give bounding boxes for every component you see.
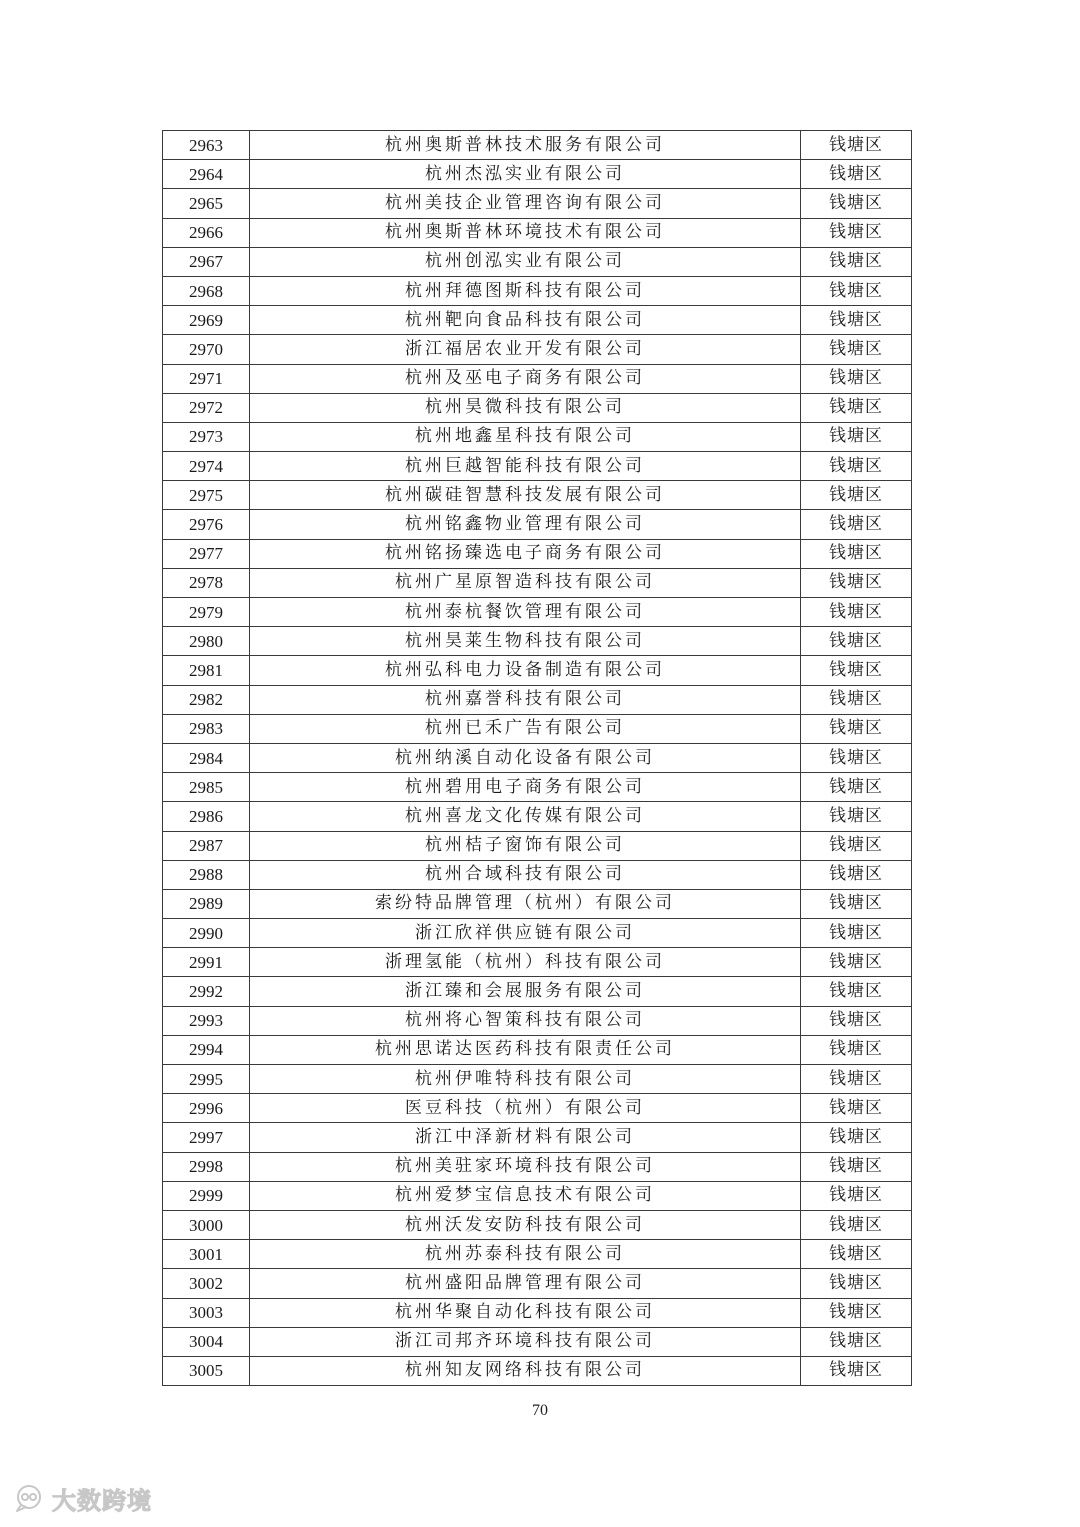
table-row: [163, 743, 912, 772]
company-name-cell: 杭州思诺达医药科技有限责任公司: [250, 1035, 801, 1064]
district-cell: 钱塘区: [801, 977, 912, 1006]
table-row: [163, 773, 912, 802]
district-cell: 钱塘区: [801, 276, 912, 305]
company-name-cell: 杭州昊微科技有限公司: [250, 393, 801, 422]
table-row: [163, 539, 912, 568]
row-number-cell: 2996: [163, 1094, 250, 1123]
district-cell: 钱塘区: [801, 743, 912, 772]
row-number-cell: 2992: [163, 977, 250, 1006]
company-name-cell: 杭州合域科技有限公司: [250, 860, 801, 889]
company-name-cell: 杭州铭扬臻选电子商务有限公司: [250, 539, 801, 568]
company-name-cell: 杭州纳溪自动化设备有限公司: [250, 743, 801, 772]
company-name-cell: 浙江欣祥供应链有限公司: [250, 919, 801, 948]
company-name-cell: 浙江司邦齐环境科技有限公司: [250, 1327, 801, 1356]
row-number-cell: 2964: [163, 160, 250, 189]
row-number-cell: 2987: [163, 831, 250, 860]
district-cell: 钱塘区: [801, 1269, 912, 1298]
row-number-cell: 2974: [163, 452, 250, 481]
table-row: [163, 656, 912, 685]
table-row: [163, 627, 912, 656]
row-number-cell: 3004: [163, 1327, 250, 1356]
company-table: [162, 130, 912, 1386]
district-cell: 钱塘区: [801, 860, 912, 889]
page-number: 70: [532, 1402, 548, 1419]
watermark-text: 大数跨境: [52, 1486, 152, 1515]
row-number-cell: 2998: [163, 1152, 250, 1181]
table-row: [163, 1065, 912, 1094]
company-name-cell: 杭州桔子窗饰有限公司: [250, 831, 801, 860]
company-name-cell: 浙江福居农业开发有限公司: [250, 335, 801, 364]
company-name-cell: 杭州美驻家环境科技有限公司: [250, 1152, 801, 1181]
row-number-cell: 2979: [163, 598, 250, 627]
district-cell: 钱塘区: [801, 773, 912, 802]
table-row: [163, 306, 912, 335]
table-row: [163, 568, 912, 597]
district-cell: 钱塘区: [801, 1152, 912, 1181]
row-number-cell: 2972: [163, 393, 250, 422]
row-number-cell: 2995: [163, 1065, 250, 1094]
district-cell: 钱塘区: [801, 685, 912, 714]
district-cell: 钱塘区: [801, 189, 912, 218]
row-number-cell: 2990: [163, 919, 250, 948]
table-row: [163, 919, 912, 948]
table-row: [163, 1269, 912, 1298]
company-table-body: [163, 131, 912, 1386]
row-number-cell: 2988: [163, 860, 250, 889]
row-number-cell: 2975: [163, 481, 250, 510]
table-row: [163, 160, 912, 189]
company-name-cell: 杭州喜龙文化传媒有限公司: [250, 802, 801, 831]
table-row: [163, 276, 912, 305]
table-row: [163, 1356, 912, 1385]
district-cell: 钱塘区: [801, 1123, 912, 1152]
row-number-cell: 3003: [163, 1298, 250, 1327]
table-row: [163, 1123, 912, 1152]
row-number-cell: 2966: [163, 218, 250, 247]
row-number-cell: 2977: [163, 539, 250, 568]
district-cell: 钱塘区: [801, 452, 912, 481]
row-number-cell: 3000: [163, 1210, 250, 1239]
table-row: [163, 948, 912, 977]
company-name-cell: 杭州巨越智能科技有限公司: [250, 452, 801, 481]
district-cell: 钱塘区: [801, 714, 912, 743]
company-name-cell: 杭州奥斯普林技术服务有限公司: [250, 131, 801, 160]
company-name-cell: 杭州泰杭餐饮管理有限公司: [250, 598, 801, 627]
row-number-cell: 2991: [163, 948, 250, 977]
district-cell: 钱塘区: [801, 919, 912, 948]
company-name-cell: 杭州盛阳品牌管理有限公司: [250, 1269, 801, 1298]
table-row: [163, 1181, 912, 1210]
row-number-cell: 3005: [163, 1356, 250, 1385]
district-cell: 钱塘区: [801, 598, 912, 627]
table-row: [163, 364, 912, 393]
row-number-cell: 2985: [163, 773, 250, 802]
district-cell: 钱塘区: [801, 1210, 912, 1239]
table-row: [163, 714, 912, 743]
table-row: [163, 1035, 912, 1064]
company-name-cell: 杭州伊唯特科技有限公司: [250, 1065, 801, 1094]
company-name-cell: 杭州拜德图斯科技有限公司: [250, 276, 801, 305]
company-name-cell: 杭州碳硅智慧科技发展有限公司: [250, 481, 801, 510]
row-number-cell: 2973: [163, 422, 250, 451]
table-row: [163, 1240, 912, 1269]
district-cell: 钱塘区: [801, 247, 912, 276]
company-name-cell: 杭州爱梦宝信息技术有限公司: [250, 1181, 801, 1210]
company-name-cell: 杭州已禾广告有限公司: [250, 714, 801, 743]
table-row: [163, 452, 912, 481]
district-cell: 钱塘区: [801, 218, 912, 247]
district-cell: 钱塘区: [801, 1356, 912, 1385]
company-name-cell: 杭州苏泰科技有限公司: [250, 1240, 801, 1269]
table-row: [163, 393, 912, 422]
company-name-cell: 杭州将心智策科技有限公司: [250, 1006, 801, 1035]
company-name-cell: 杭州沃发安防科技有限公司: [250, 1210, 801, 1239]
company-name-cell: 杭州昊莱生物科技有限公司: [250, 627, 801, 656]
table-row: [163, 1094, 912, 1123]
row-number-cell: 3001: [163, 1240, 250, 1269]
district-cell: 钱塘区: [801, 656, 912, 685]
company-name-cell: 杭州及巫电子商务有限公司: [250, 364, 801, 393]
table-row: [163, 131, 912, 160]
table-row: [163, 889, 912, 918]
row-number-cell: 2976: [163, 510, 250, 539]
district-cell: 钱塘区: [801, 335, 912, 364]
row-number-cell: 2997: [163, 1123, 250, 1152]
table-row: [163, 335, 912, 364]
district-cell: 钱塘区: [801, 1035, 912, 1064]
district-cell: 钱塘区: [801, 1181, 912, 1210]
company-name-cell: 杭州华聚自动化科技有限公司: [250, 1298, 801, 1327]
row-number-cell: 2968: [163, 276, 250, 305]
company-name-cell: 杭州靶向食品科技有限公司: [250, 306, 801, 335]
district-cell: 钱塘区: [801, 1006, 912, 1035]
company-name-cell: 杭州奥斯普林环境技术有限公司: [250, 218, 801, 247]
row-number-cell: 2980: [163, 627, 250, 656]
company-name-cell: 杭州知友网络科技有限公司: [250, 1356, 801, 1385]
company-name-cell: 杭州嘉誉科技有限公司: [250, 685, 801, 714]
row-number-cell: 2963: [163, 131, 250, 160]
table-row: [163, 977, 912, 1006]
company-name-cell: 杭州广星原智造科技有限公司: [250, 568, 801, 597]
row-number-cell: 2978: [163, 568, 250, 597]
table-row: [163, 189, 912, 218]
row-number-cell: 2969: [163, 306, 250, 335]
district-cell: 钱塘区: [801, 1327, 912, 1356]
row-number-cell: 2970: [163, 335, 250, 364]
district-cell: 钱塘区: [801, 1065, 912, 1094]
table-row: [163, 598, 912, 627]
row-number-cell: 2989: [163, 889, 250, 918]
company-name-cell: 杭州地鑫星科技有限公司: [250, 422, 801, 451]
district-cell: 钱塘区: [801, 568, 912, 597]
table-row: [163, 802, 912, 831]
district-cell: 钱塘区: [801, 802, 912, 831]
table-row: [163, 218, 912, 247]
district-cell: 钱塘区: [801, 481, 912, 510]
company-name-cell: 浙江中泽新材料有限公司: [250, 1123, 801, 1152]
district-cell: 钱塘区: [801, 948, 912, 977]
company-name-cell: 医豆科技（杭州）有限公司: [250, 1094, 801, 1123]
district-cell: 钱塘区: [801, 1240, 912, 1269]
district-cell: 钱塘区: [801, 831, 912, 860]
district-cell: 钱塘区: [801, 627, 912, 656]
table-row: [163, 481, 912, 510]
table-row: [163, 1152, 912, 1181]
company-name-cell: 索纷特品牌管理（杭州）有限公司: [250, 889, 801, 918]
company-name-cell: 杭州弘科电力设备制造有限公司: [250, 656, 801, 685]
table-row: [163, 1327, 912, 1356]
district-cell: 钱塘区: [801, 364, 912, 393]
company-name-cell: 杭州铭鑫物业管理有限公司: [250, 510, 801, 539]
company-name-cell: 杭州杰泓实业有限公司: [250, 160, 801, 189]
table-row: [163, 510, 912, 539]
watermark: [12, 1478, 152, 1518]
company-name-cell: 浙江臻和会展服务有限公司: [250, 977, 801, 1006]
chat-bubble-logo-icon: [12, 1483, 46, 1513]
district-cell: 钱塘区: [801, 131, 912, 160]
district-cell: 钱塘区: [801, 539, 912, 568]
row-number-cell: 2999: [163, 1181, 250, 1210]
row-number-cell: 2983: [163, 714, 250, 743]
company-name-cell: 杭州美技企业管理咨询有限公司: [250, 189, 801, 218]
table-row: [163, 247, 912, 276]
row-number-cell: 2994: [163, 1035, 250, 1064]
table-row: [163, 860, 912, 889]
district-cell: 钱塘区: [801, 306, 912, 335]
district-cell: 钱塘区: [801, 160, 912, 189]
district-cell: 钱塘区: [801, 510, 912, 539]
district-cell: 钱塘区: [801, 393, 912, 422]
row-number-cell: 2982: [163, 685, 250, 714]
row-number-cell: 2986: [163, 802, 250, 831]
district-cell: 钱塘区: [801, 1298, 912, 1327]
district-cell: 钱塘区: [801, 889, 912, 918]
district-cell: 钱塘区: [801, 1094, 912, 1123]
table-row: [163, 1006, 912, 1035]
row-number-cell: 2971: [163, 364, 250, 393]
table-row: [163, 685, 912, 714]
row-number-cell: 2981: [163, 656, 250, 685]
company-name-cell: 浙理氢能（杭州）科技有限公司: [250, 948, 801, 977]
row-number-cell: 2965: [163, 189, 250, 218]
row-number-cell: 2993: [163, 1006, 250, 1035]
company-name-cell: 杭州创泓实业有限公司: [250, 247, 801, 276]
table-row: [163, 1210, 912, 1239]
table-row: [163, 831, 912, 860]
table-row: [163, 422, 912, 451]
company-name-cell: 杭州碧用电子商务有限公司: [250, 773, 801, 802]
table-row: [163, 1298, 912, 1327]
row-number-cell: 2984: [163, 743, 250, 772]
row-number-cell: 3002: [163, 1269, 250, 1298]
district-cell: 钱塘区: [801, 422, 912, 451]
row-number-cell: 2967: [163, 247, 250, 276]
